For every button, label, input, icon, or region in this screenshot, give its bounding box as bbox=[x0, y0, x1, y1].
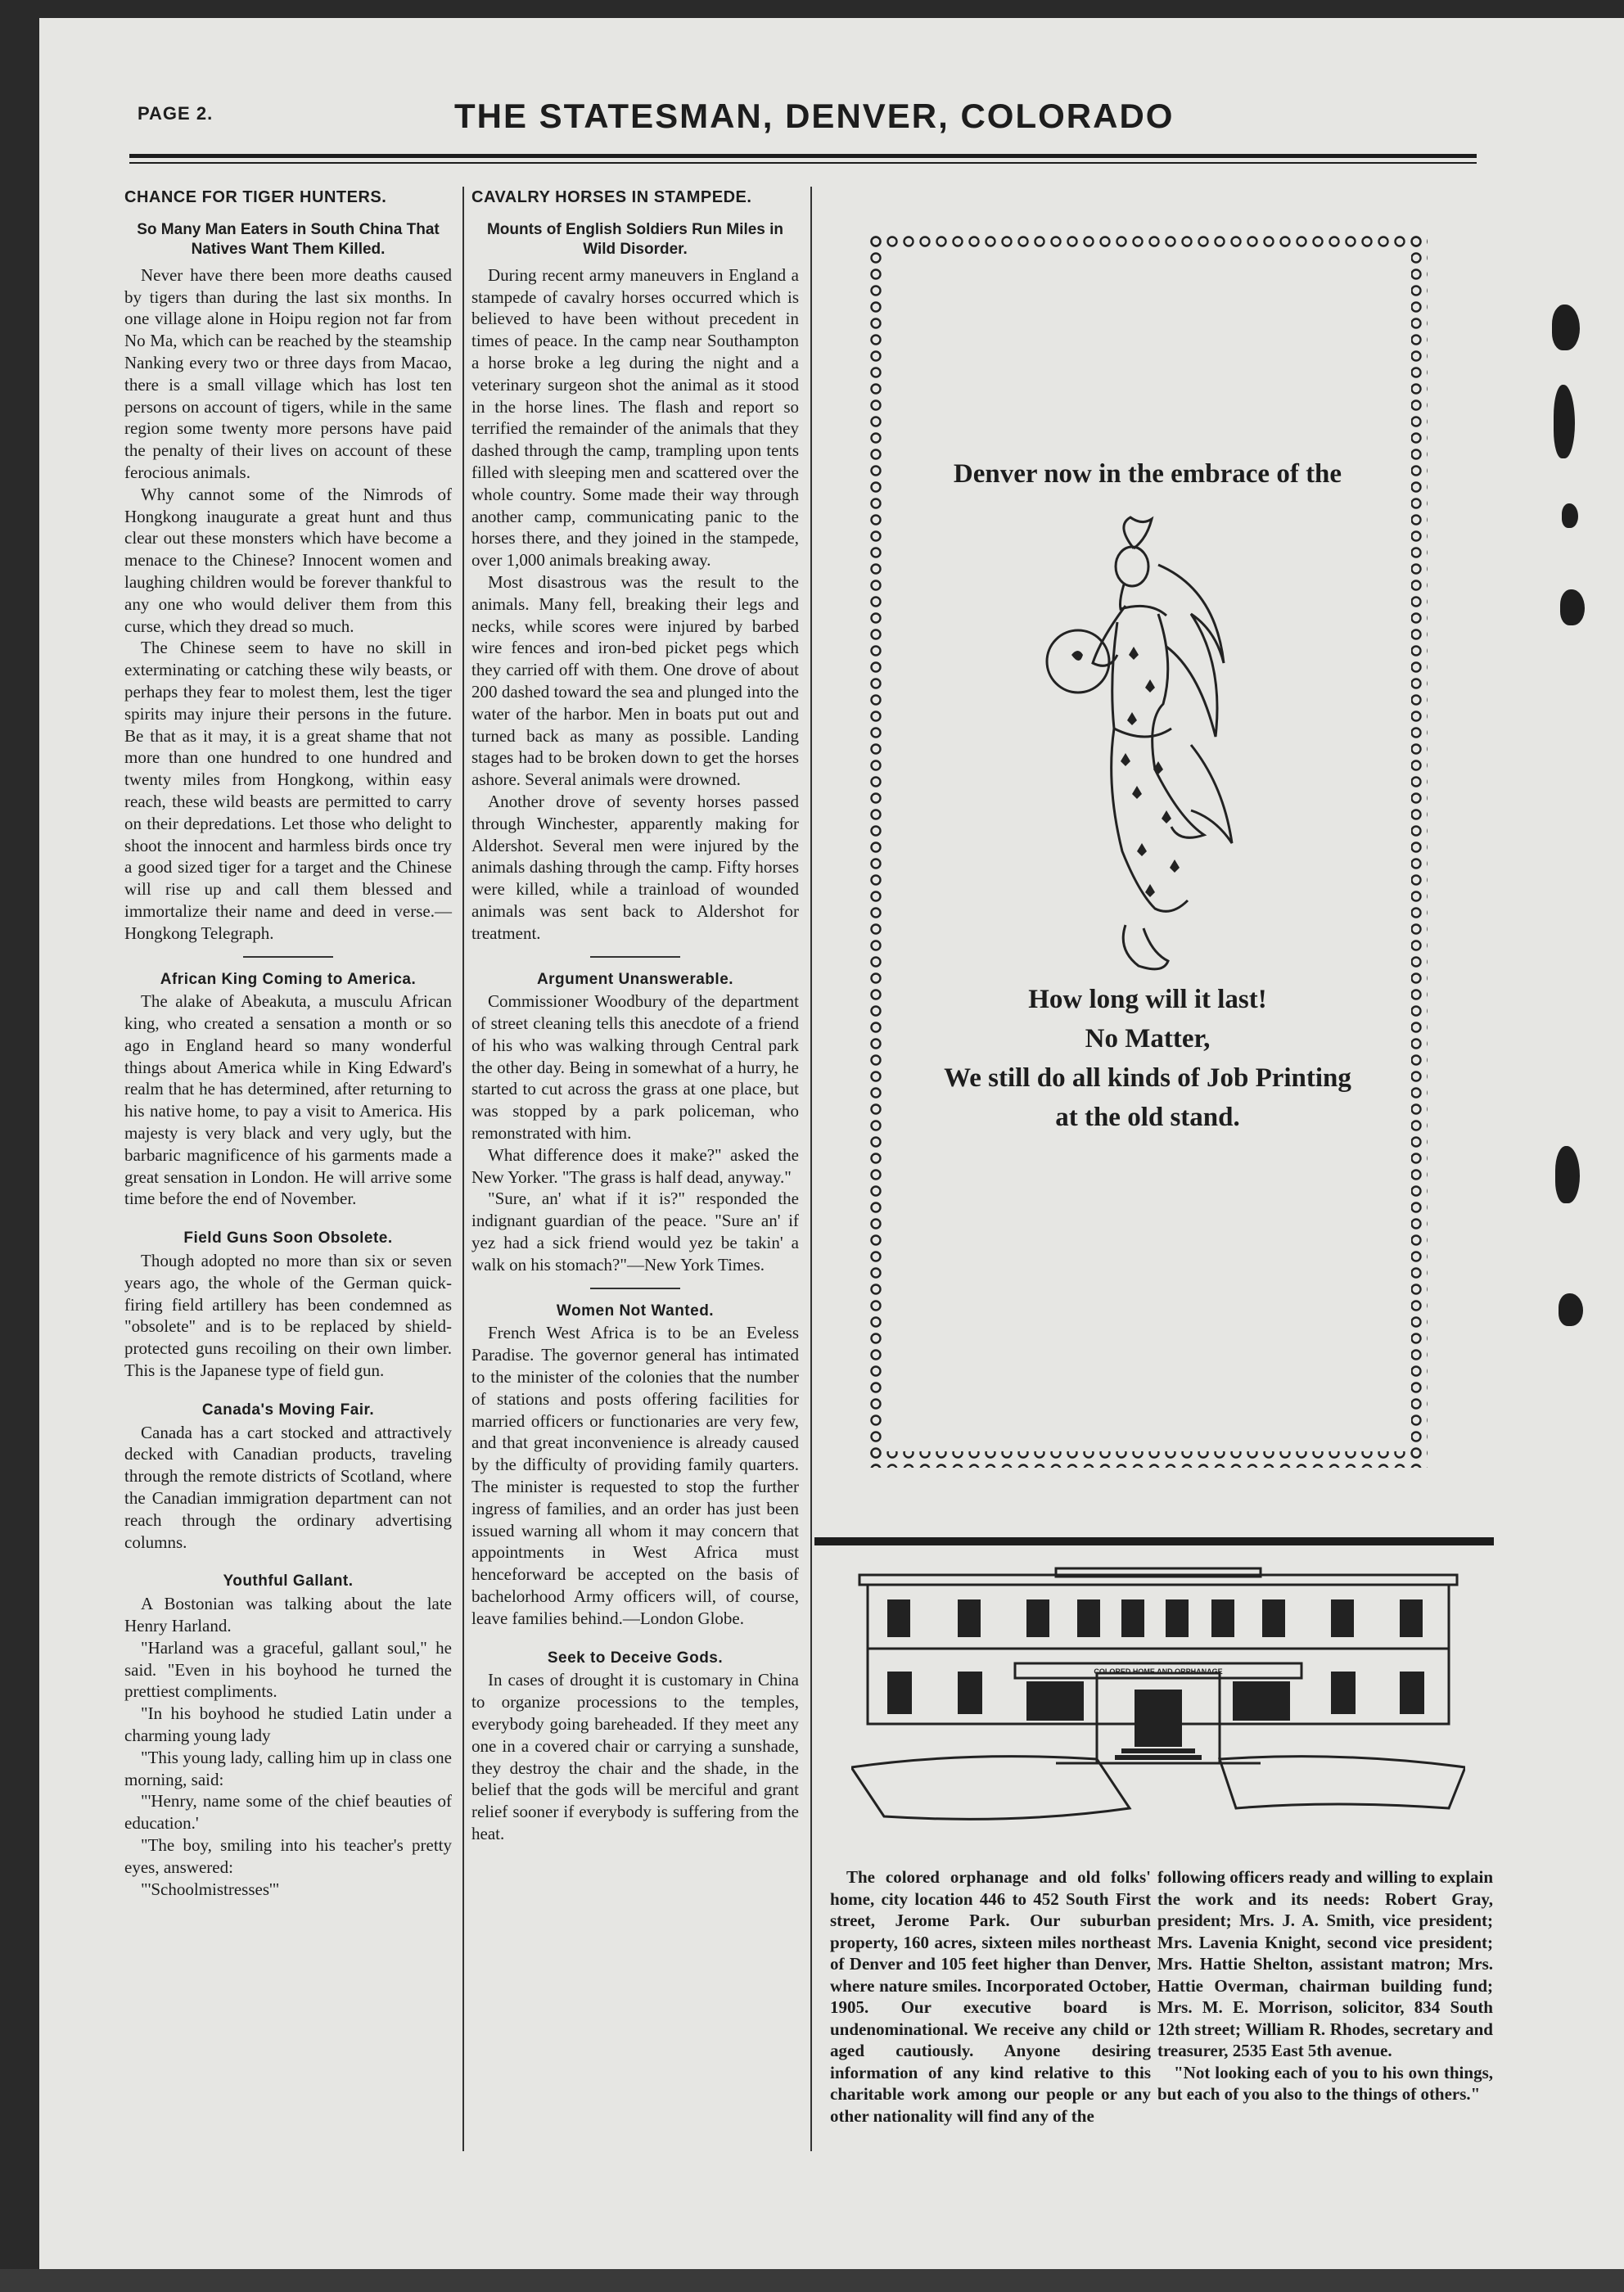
scan-artifact bbox=[1555, 1146, 1580, 1203]
paragraph: "Harland was a graceful, gallant soul," he said. "Even in his boyhood he turned the prettiest compliments. bbox=[124, 1637, 452, 1702]
ad-line-3: No Matter, bbox=[1085, 1024, 1211, 1054]
column-rule-1 bbox=[462, 187, 464, 2151]
subhead-cavalry: Mounts of English Soldiers Run Miles in Wild Disorder. bbox=[486, 220, 784, 258]
paragraph: "'Henry, name some of the chief beauties of education.' bbox=[124, 1791, 452, 1834]
page-number: PAGE 2. bbox=[138, 103, 214, 124]
masthead-rule-thin bbox=[129, 162, 1477, 164]
scan-artifact bbox=[1560, 589, 1585, 625]
subhead-tiger: So Many Man Eaters in South China That Natives Want Them Killed. bbox=[137, 220, 440, 258]
paragraph: "Sure, an' what if it is?" responded the indignant guardian of the peace. "Sure an' if yez had a sick friend would yez be takin' a walk on his stomach?"—New York Times. bbox=[471, 1189, 799, 1275]
orphanage-building-illustration bbox=[851, 1559, 1465, 1845]
headline-tiger-hunters: CHANCE FOR TIGER HUNTERS. bbox=[124, 188, 387, 206]
column-1 bbox=[124, 187, 452, 1900]
masthead bbox=[131, 97, 1490, 146]
paragraph: Never have there been more deaths caused by tigers than during the last six months. In one village alone in Hoipu region not far from No Ma, which can be reached by the steamship Nanking every two or three days from Macao, there is a small village which has lost ten persons on account of tigers, while in the same region some twenty more persons have paid the penalty of their lives on account of these ferocious animals. bbox=[124, 264, 452, 482]
headline-field-guns: Field Guns Soon Obsolete. bbox=[183, 1229, 393, 1248]
scan-border-top bbox=[0, 0, 1624, 18]
headline-canada-fair: Canada's Moving Fair. bbox=[201, 1401, 375, 1419]
paragraph: "The boy, smiling into his teacher's pretty eyes, answered: bbox=[124, 1834, 452, 1877]
scan-artifact bbox=[1552, 305, 1580, 350]
scan-border-left bbox=[0, 0, 39, 2292]
paragraph: "This young lady, calling him up in class one morning, said: bbox=[124, 1747, 452, 1789]
scan-artifact bbox=[1559, 1293, 1583, 1326]
orphanage-quote: "Not looking each of you to his own things, but each of you also to the things of others." bbox=[1157, 2062, 1493, 2104]
paragraph: "'Schoolmistresses'" bbox=[141, 1879, 280, 1899]
paragraph: Commissioner Woodbury of the department of street cleaning tells this anecdote of a friend of his who was walking through Central park the other day. Being in somewhat of a hurry, he started to cut across the grass at one place, but was stopped by a park policeman, who remonstrated with him. bbox=[471, 991, 799, 1144]
paragraph: A Bostonian was talking about the late Henry Harland. bbox=[124, 1594, 452, 1636]
paragraph: Most disastrous was the result to the animals. Many fell, breaking their legs and necks, while scores were injured by barbed wire fences and iron-bed picket pegs which they carried off with them. One drove of about 200 dashed toward the sea and plunged into the water of the harbor. Men in boats put out and turned back as many as possible. Landing stages had to be broken down to get the horses ashore. Several animals were drowned. bbox=[471, 571, 799, 790]
article-separator bbox=[243, 956, 333, 958]
ad-line-2: How long will it last! bbox=[1028, 985, 1267, 1014]
paragraph: Why cannot some of the Nimrods of Hongkong inaugurate a great hunt and thus clear out these monsters which have become a menace to the Chinese? Innocent women and laughing children would be forever thankful to any one who would deliver them from this curse, which they dread so much. bbox=[124, 484, 452, 636]
article-separator bbox=[590, 1288, 680, 1289]
paragraph: "In his boyhood he studied Latin under a charming young lady bbox=[124, 1703, 452, 1745]
paragraph: In cases of drought it is customary in China to organize processions to the temples, everybody going bareheaded. If they meet any one in a covered chair or carrying a sunshade, they destroy the chair and the shade, in the belief that the gods will be merciful and grant relief sooner if everybody is suffering from the heat. bbox=[471, 1670, 799, 1843]
paragraph: During recent army maneuvers in England a stampede of cavalry horses occurred which is believed to have been without precedent in times of peace. In the camp near Southampton a horse broke a leg during the night and a veterinary surgeon shot the animal as it stood in the horse lines. The flash and report so terrified the remainder of the animals that they dashed through the camp, trampling upon tents filled with sleeping men and scattered over the whole country. Some made their way through another camp, communicating panic to the horses there, and they joined in the stampede, over 1,000 animals breaking away. bbox=[471, 264, 799, 571]
paragraph: French West Africa is to be an Eveless Paradise. The governor general has intimated to the minister of the colonies that the number of stations and posts offering facilities for married officers or functionaries are very few, and that great inconvenience is already caused by the difficulty of providing family quarters. The minister is requested to stop the further ingress of families, and an order has just been issued warning all whom it may concern that appointments in West Africa must henceforward be accepted on the basis of bachelorhood Army officers will, of course, leave families behind.—London Globe. bbox=[471, 1323, 799, 1628]
headline-african-king: African King Coming to America. bbox=[160, 970, 417, 988]
orphanage-paragraph-left: The colored orphanage and old folks' home, city location 446 to 452 South First street, Jerome Park. Our suburban property, 160 acres, sixteen miles northeast of Denver and 105 feet higher than Denver, where nature smiles. Incorporated October, 1905. Our executive board is undenominational. We receive any child or aged cautiously. Anyone desiring information of any kind relative to this charitable work among our people or any other nationality will find any of the bbox=[830, 1867, 1151, 2126]
headline-seek-to-deceive: Seek to Deceive Gods. bbox=[547, 1649, 724, 1667]
building-sign-text: COLORED HOME AND ORPHANAGE bbox=[1094, 1667, 1223, 1676]
article-separator bbox=[590, 956, 680, 958]
column-rule-2 bbox=[810, 187, 812, 2151]
ad-line-1: Denver now in the embrace of the bbox=[953, 459, 1342, 489]
allegorical-woman-illustration bbox=[1035, 516, 1248, 974]
scan-border-bottom bbox=[0, 2269, 1624, 2292]
paragraph: Canada has a cart stocked and attractively decked with Canadian products, traveling through the remote districts of Scotland, where the Canadian immigration department can not reach through the ordinary advertising columns. bbox=[124, 1422, 452, 1552]
scan-artifact bbox=[1554, 385, 1575, 458]
newspaper-title: THE STATESMAN, DENVER, COLORADO bbox=[454, 97, 1175, 135]
paragraph: Another drove of seventy horses passed through Winchester, apparently making for Aldershot. Several men were injured by the animals dashing through the camp. Fifty horses were killed, while a trainload of wounded animals was sent back to Aldershot for treatment. bbox=[471, 791, 799, 943]
masthead-rule bbox=[129, 154, 1477, 158]
paragraph: What difference does it make?" asked the New Yorker. "The grass is half dead, anyway." bbox=[471, 1144, 799, 1187]
headline-cavalry-stampede: CAVALRY HORSES IN STAMPEDE. bbox=[471, 188, 752, 206]
paragraph: The alake of Abeakuta, a musculu African king, who created a sensation a month or so ago in England heard so many wonderful things about America while in King Edward's realm that he has determined, after returning to his native home, to pay a visit to America. His majesty is very black and very ugly, but the barbaric magnificence of his garments made a great sensation in London. He will arrive some time before the end of November. bbox=[124, 991, 452, 1209]
headline-youthful-gallant: Youthful Gallant. bbox=[223, 1572, 354, 1590]
orphanage-notice-left bbox=[830, 1866, 1151, 2127]
column-2 bbox=[471, 187, 799, 1845]
ad-line-5: at the old stand. bbox=[1055, 1103, 1240, 1132]
ad-line-4: We still do all kinds of Job Printing bbox=[944, 1063, 1351, 1093]
paragraph: Though adopted no more than six or seven years ago, the whole of the German quick-firing field artillery has been condemned as "obsolete" and is to be replaced by shield-protected guns recoiling on their own limber. This is the Japanese type of field gun. bbox=[124, 1251, 452, 1381]
orphanage-paragraph-right: following officers ready and willing to explain the work and its needs: Robert Gray, president; Mrs. J. A. Smith, vice president; Mrs. Lavenia Knight, second vice president; Mrs. Hattie Shelton, assistant matron; Mrs. Hattie Overman, chairman building fund; Mrs. M. E. Morrison, solicitor, 834 South 12th street; William R. Rhodes, secretary and treasurer, 2535 East 5th avenue. bbox=[1157, 1867, 1493, 2060]
scan-artifact bbox=[1562, 503, 1578, 528]
headline-women-not-wanted: Women Not Wanted. bbox=[556, 1302, 715, 1320]
headline-argument: Argument Unanswerable. bbox=[536, 970, 734, 988]
paragraph: The Chinese seem to have no skill in exterminating or catching these wily beasts, or perhaps they fear to molest them, lest the tiger spirits may injure their persons in the future. Be that as it may, it is a great shame that not more than one hundred to one hundred and twenty miles from Hongkong, within easy reach, these wild beasts are permitted to carry on their depredations. Let those who delight to shoot the innocent and harmless birds once try a good sized tiger for a target and the Chinese will rise up and call them blessed and immortalize their name and deed in verse.—Hongkong Telegraph. bbox=[124, 638, 452, 943]
orphanage-notice-right bbox=[1157, 1866, 1493, 2105]
job-printing-advertisement bbox=[868, 233, 1428, 1468]
section-divider-bar bbox=[814, 1537, 1494, 1545]
